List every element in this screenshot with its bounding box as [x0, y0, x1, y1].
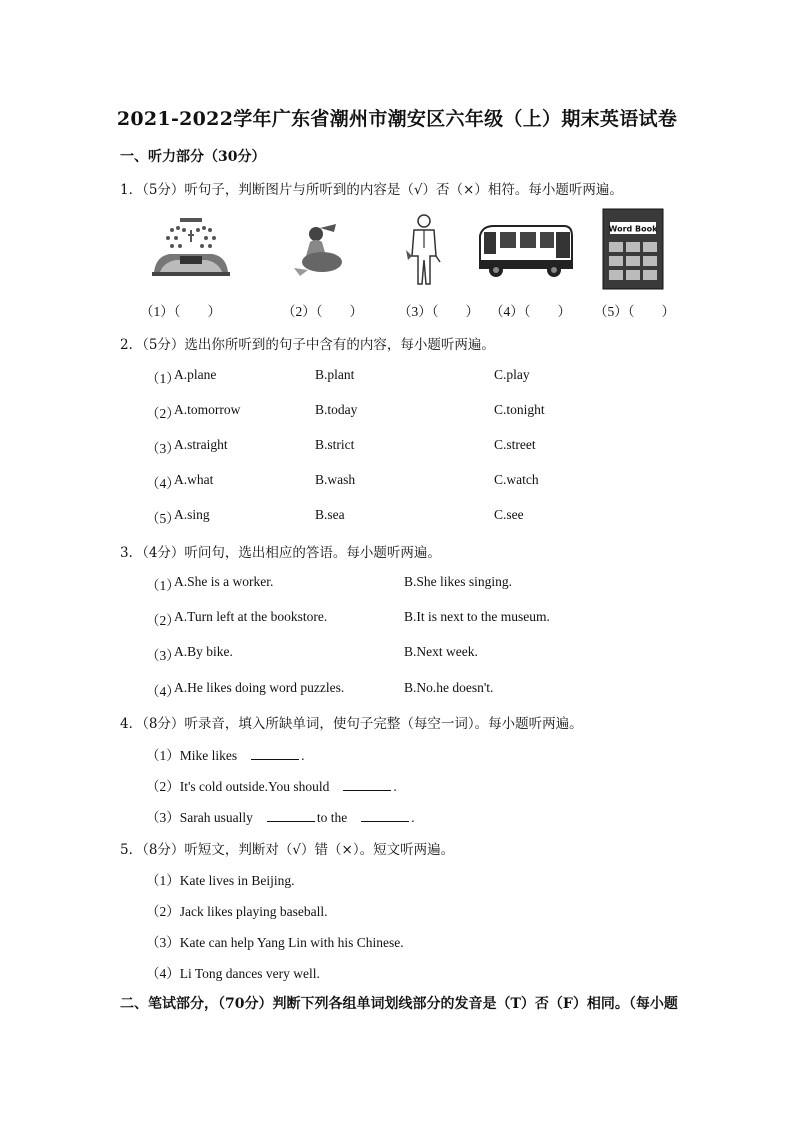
option-b: B.plant [315, 367, 355, 382]
option-a: A.tomorrow [174, 402, 241, 417]
question-3-prompt: 3．（4分）听问句，选出相应的答语。每小题听两遍。 [120, 545, 441, 561]
question-2-prompt: 2．（5分）选出你所听到的句子中含有的内容，每小题听两遍。 [120, 337, 495, 353]
section-written-heading: 二、笔试部分，（70分）判断下列各组单词划线部分的发音是（T）否（F）相同。（每小题 [120, 996, 678, 1012]
option-number: （4） [146, 476, 180, 491]
stadium-icon [150, 216, 232, 280]
option-c: C.play [494, 367, 530, 382]
item-text: Li Tong dances very well. [179, 966, 320, 981]
statement-item [146, 869, 294, 889]
picture-label-1: （1）（ ） [140, 304, 221, 319]
option-number: （1） [146, 578, 180, 593]
item-number: （4） [146, 966, 180, 981]
option-b: B.sea [315, 507, 345, 522]
option-number: （3） [146, 441, 180, 456]
item-text: Sarah usually [179, 810, 253, 825]
option-b: B.strict [315, 437, 355, 452]
item-text-mid: to the [316, 810, 348, 825]
option-number: （4） [146, 684, 180, 699]
item-number: （2） [146, 779, 180, 794]
option-number: （3） [146, 648, 180, 663]
picture-label-5: （5）（ ） [594, 304, 675, 319]
option-a: A.sing [174, 507, 210, 522]
picture-label-4: （4）（ ） [490, 304, 571, 319]
option-b: B.It is next to the museum. [404, 609, 550, 624]
statement-item [146, 931, 404, 951]
option-number: （5） [146, 511, 180, 526]
item-end: . [411, 810, 415, 825]
statement-item [146, 962, 320, 982]
fill-item-1 [146, 744, 305, 764]
girl-singing-icon [290, 220, 350, 280]
item-text: Jack likes playing baseball. [179, 904, 328, 919]
bus-icon [478, 222, 574, 280]
option-number: （2） [146, 406, 180, 421]
word-book-title: Word Book [608, 224, 658, 234]
item-end: . [301, 748, 305, 763]
item-number: （3） [146, 935, 180, 950]
option-c: C.see [494, 507, 524, 522]
item-text: Mike likes [179, 748, 238, 763]
option-c: C.street [494, 437, 536, 452]
item-number: （2） [146, 904, 180, 919]
picture-label-2: （2）（ ） [282, 304, 363, 319]
option-a: A.By bike. [174, 644, 233, 659]
item-text: Kate can help Yang Lin with his Chinese. [179, 935, 404, 950]
question-4-prompt: 4．（8分）听录音，填入所缺单词，使句子完整（每空一词）。每小题听两遍。 [120, 716, 583, 732]
item-number: （1） [146, 873, 180, 888]
item-end: . [393, 779, 397, 794]
option-c: C.tonight [494, 402, 545, 417]
picture-label-3: （3）（ ） [398, 304, 479, 319]
statement-item [146, 900, 327, 920]
option-number: （2） [146, 613, 180, 628]
question-5-prompt: 5．（8分）听短文，判断对（√）错（×）。短文听两遍。 [120, 842, 455, 858]
answer-blank[interactable] [267, 809, 315, 822]
section-listening-heading: 一、听力部分（30分） [120, 149, 266, 165]
fill-item-3 [146, 806, 415, 826]
option-b: B.Next week. [404, 644, 478, 659]
option-a: A.He likes doing word puzzles. [174, 680, 345, 695]
option-a: A.plane [174, 367, 217, 382]
option-number: （1） [146, 371, 180, 386]
man-standing-icon [402, 212, 446, 286]
answer-blank[interactable] [361, 809, 409, 822]
option-b: B.No.he doesn't. [404, 680, 494, 695]
option-a: A.She is a worker. [174, 574, 274, 589]
answer-blank[interactable] [343, 778, 391, 791]
item-text: It's cold outside.You should [179, 779, 330, 794]
option-a: A.what [174, 472, 214, 487]
question-1-prompt: 1．（5分）听句子，判断图片与所听到的内容是（√）否（×）相符。每小题听两遍。 [120, 182, 623, 198]
item-text: Kate lives in Beijing. [179, 873, 295, 888]
page-title: 2021-2022学年广东省潮州市潮安区六年级（上）期末英语试卷 [116, 108, 678, 130]
word-book-icon [602, 208, 664, 290]
option-b: B.wash [315, 472, 356, 487]
option-a: A.Turn left at the bookstore. [174, 609, 328, 624]
option-b: B.She likes singing. [404, 574, 513, 589]
item-number: （3） [146, 810, 180, 825]
option-b: B.today [315, 402, 358, 417]
option-c: C.watch [494, 472, 539, 487]
answer-blank[interactable] [251, 747, 299, 760]
item-number: （1） [146, 748, 180, 763]
fill-item-2 [146, 775, 397, 795]
option-a: A.straight [174, 437, 228, 452]
